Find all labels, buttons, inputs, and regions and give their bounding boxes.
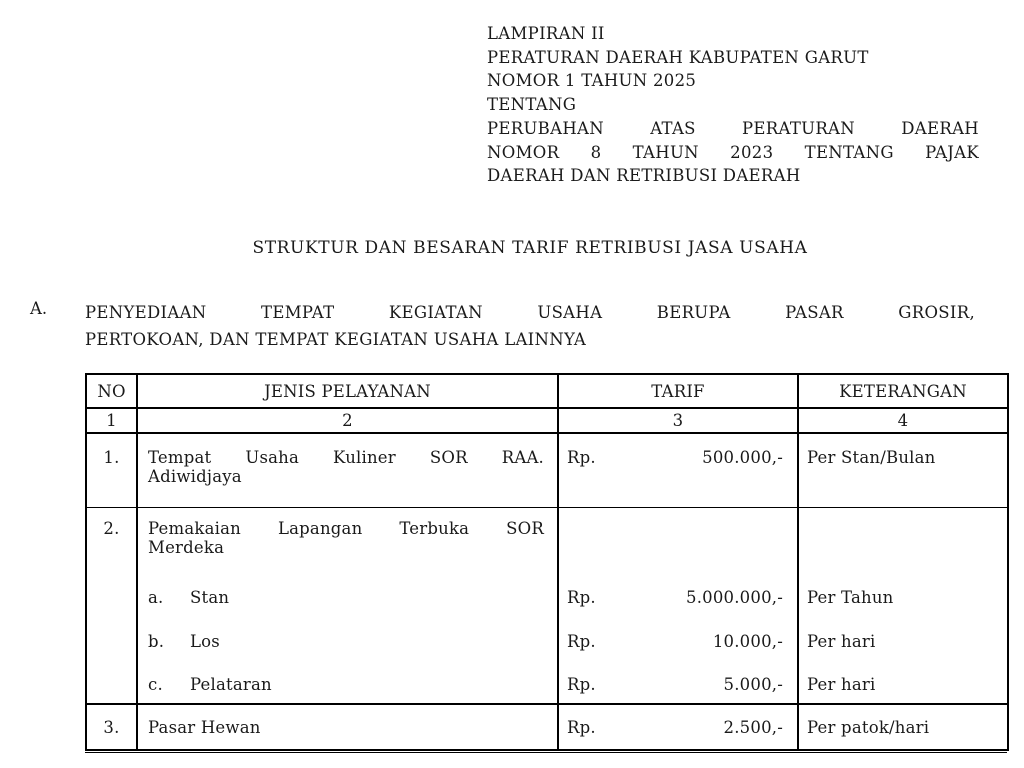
keterangan-cell: Per Tahun [798, 579, 1008, 627]
table-row-lapangan-sor-merdeka [86, 507, 1008, 579]
tarif-retribusi-table [85, 373, 1009, 751]
section-a-text-line-1: PENYEDIAAN TEMPAT KEGIATAN USAHA BERUPA PASAR GROSIR, [85, 303, 975, 322]
document-title: STRUKTUR DAN BESARAN TARIF RETRIBUSI JASA USAHA [252, 238, 808, 258]
keterangan-cell: Per patok/hari [798, 704, 1008, 750]
currency-label: Rp. [567, 632, 596, 651]
jenis-pelayanan-cell [137, 627, 558, 671]
jenis-line-2: Merdeka [148, 537, 225, 557]
jenis-pelayanan-cell [137, 507, 558, 579]
sub-item-label: a. [148, 588, 164, 607]
header-line-perubahan-2: NOMOR 8 TAHUN 2023 TENTANG PAJAK [487, 142, 979, 162]
sub-item-label: b. [148, 632, 165, 651]
tarif-cell-empty [558, 507, 798, 579]
jenis-pelayanan-cell: Pasar Hewan [137, 704, 558, 750]
jenis-pelayanan-cell [137, 579, 558, 627]
column-number-3: 3 [558, 408, 798, 433]
tarif-amount: 5.000,- [723, 675, 783, 694]
sub-item-label: c. [148, 675, 163, 694]
row-number: 2. [86, 507, 137, 579]
jenis-line-1: Pemakaian Lapangan Terbuka SOR [148, 518, 544, 538]
sub-item-name: Pelataran [190, 675, 272, 694]
jenis-pelayanan-cell [137, 671, 558, 704]
lampiran-header-block [487, 22, 979, 188]
header-line-tentang: TENTANG [487, 95, 577, 115]
row-number: 3. [86, 704, 137, 750]
column-header-tarif: TARIF [558, 374, 798, 408]
keterangan-cell: Per hari [798, 627, 1008, 671]
column-header-jenis-pelayanan: JENIS PELAYANAN [137, 374, 558, 408]
table-subrow-pelataran [86, 671, 1008, 704]
tarif-amount: 500.000,- [702, 448, 783, 467]
table-subrow-los [86, 627, 1008, 671]
column-header-keterangan: KETERANGAN [798, 374, 1008, 408]
tarif-amount: 2.500,- [723, 718, 783, 737]
tarif-cell [558, 704, 798, 750]
column-header-no: NO [86, 374, 137, 408]
table-row-pasar-hewan [86, 704, 1008, 750]
header-line-nomor: NOMOR 1 TAHUN 2025 [487, 71, 697, 91]
section-a-label: A. [30, 299, 48, 318]
table-bottom-double-rule [85, 752, 1007, 753]
row-number-empty [86, 671, 137, 704]
row-number: 1. [86, 433, 137, 507]
jenis-line-2: Adiwidjaya [148, 467, 242, 486]
table-subrow-stan [86, 579, 1008, 627]
column-number-2: 2 [137, 408, 558, 433]
sub-item-name: Los [190, 632, 220, 651]
jenis-line-1: Tempat Usaha Kuliner SOR RAA. [148, 448, 544, 467]
header-line-lampiran: LAMPIRAN II [487, 24, 605, 43]
header-line-perda: PERATURAN DAERAH KABUPATEN GARUT [487, 47, 869, 67]
sub-item-name: Stan [190, 588, 230, 607]
row-number-empty [86, 579, 137, 627]
header-line-perubahan-3: DAERAH DAN RETRIBUSI DAERAH [487, 166, 801, 186]
currency-label: Rp. [567, 675, 596, 694]
column-number-4: 4 [798, 408, 1008, 433]
keterangan-cell-empty [798, 507, 1008, 579]
currency-label: Rp. [567, 718, 596, 737]
jenis-pelayanan-cell [137, 433, 558, 507]
table-row-kuliner-sor [86, 433, 1008, 507]
keterangan-cell: Per Stan/Bulan [798, 433, 1008, 507]
row-number-empty [86, 627, 137, 671]
section-a-text-line-2: PERTOKOAN, DAN TEMPAT KEGIATAN USAHA LAINNYA [85, 330, 587, 349]
column-number-1: 1 [86, 408, 137, 433]
tarif-cell [558, 627, 798, 671]
tarif-cell [558, 579, 798, 627]
keterangan-cell: Per hari [798, 671, 1008, 704]
currency-label: Rp. [567, 588, 596, 607]
tarif-amount: 10.000,- [712, 632, 783, 651]
table-header-row [86, 374, 1008, 408]
tarif-cell [558, 671, 798, 704]
table-column-number-row [86, 408, 1008, 433]
tarif-cell [558, 433, 798, 507]
currency-label: Rp. [567, 448, 596, 467]
tarif-amount: 5.000.000,- [686, 588, 783, 607]
section-a-text [85, 299, 975, 353]
header-line-perubahan-1: PERUBAHAN ATAS PERATURAN DAERAH [487, 118, 979, 138]
